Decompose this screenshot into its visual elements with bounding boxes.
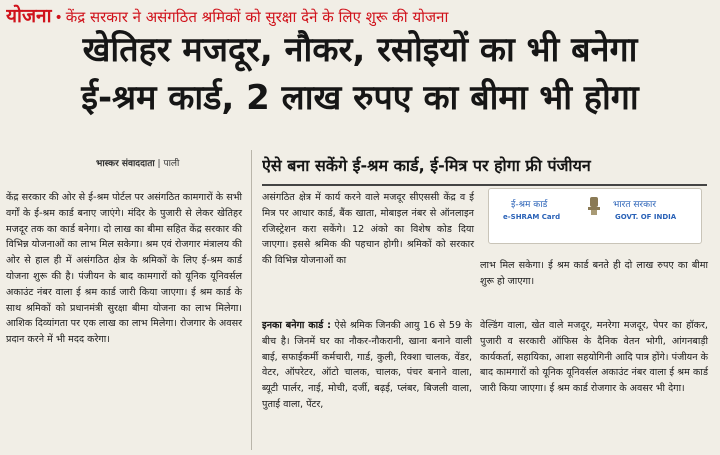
card-right-title: भारत सरकार	[613, 200, 657, 210]
box-heading: ऐसे बना सकेंगे ई-श्रम कार्ड, ई-मित्र पर होगा फ्री पंजीयन	[262, 150, 707, 186]
headline-line-1: खेतिहर मजदूर, नौकर, रसोइयों का भी बनेगा	[82, 30, 638, 70]
column-3	[480, 318, 708, 397]
subheading: केंद्र सरकार ने असंगठित श्रमिकों को सुरक्षा देने के लिए शुरू की योजना	[65, 8, 449, 26]
headline-line-2: ई-श्रम कार्ड, 2 लाख रुपए का बीमा भी होगा	[81, 78, 639, 118]
column-2-lead: इनका बनेगा कार्ड :	[262, 320, 331, 331]
box-text: असंगठित क्षेत्र में कार्य करने वाले मजदूर सीएससी केंद्र व ई मित्र पर आधार कार्ड, बैंक खाता, मोबाइल नंबर से ऑनलाइन रजिस्ट्रेशन करा सकेंगे। 12 अंको का विशेष कोड दिया जाएगा। इससे श्रमिक की पहचान होगी। श्रमिकों को सरकार की विभिन्न योजनाओं का	[262, 192, 474, 267]
column-divider	[251, 150, 252, 450]
e-shram-card-image	[488, 188, 702, 244]
card-right-sub: GOVT. OF INDIA	[615, 213, 677, 221]
byline-separator: |	[157, 159, 161, 169]
column-2	[262, 318, 472, 413]
column-1-text: केंद्र सरकार की ओर से ई-श्रम पोर्टल पर असंगठित कामगारों के सभी वर्गों के ई-श्रम कार्ड बनाए जाएंगे। मंदिर के पुजारी से लेकर खेतिहर मजदूर तक का कार्ड बनेगा। दो लाख का बीमा सहित केंद्र सरकार की विभिन्न योजनाओं का लाभ मिल सकेगा। श्रम एवं रोजगार मंत्रालय की ओर से हाल ही में असंगठित क्षेत्र के श्रमिकों के लिए ई-श्रम कार्ड योजना शुरू की है। पंजीयन के बाद कामगारों को यूनिक यूनिवर्सल अकाउंट नंबर वाला ई श्रम कार्ड जारी किया जाएगा। ई श्रम कार्ड के साथ श्रमिकों को प्रधानमंत्री सुरक्षा बीमा योजना का लाभ मिलेगा। आशिक दिव्यांगता पर एक लाख का लाभ मिलेगा। रोजगार के अवसर प्रदान करने में भी मदद करेगा।	[6, 192, 242, 346]
byline-source: भास्कर संवाददाता	[96, 159, 155, 169]
emblem-icon	[587, 195, 601, 217]
card-left-sub: e-SHRAM Card	[503, 213, 561, 221]
box-right-text: लाभ मिल सकेगा। ई श्रम कार्ड बनते ही दो लाख रुपए का बीमा शुरू हो जाएगा।	[480, 260, 708, 287]
kicker-label: योजना	[6, 5, 52, 27]
byline	[96, 156, 179, 169]
kicker-row	[6, 2, 714, 28]
column-3-text: वेल्डिंग वाला, खेत वाले मजदूर, मनरेगा मजदूर, पेपर का हॉकर, पुजारी व सरकारी ऑफिस के दैनिक वेतन भोगी, आंगनबाड़ी कार्यकर्ता, सहायिका, आशा सहयोगिनी आदि पात्र होंगे। पंजीयन के बाद कामगारों को यूनिक यूनिवर्सल अकाउंट नंबर वाला ई श्रम कार्ड जारी किया जाएगा। ई श्रम कार्ड रोजगार के अवसर भी देगा।	[480, 320, 708, 395]
column-2-paragraph	[262, 318, 472, 413]
column-2-text: ऐसे श्रमिक जिनकी आयु 16 से 59 के बीच है। जिनमें घर का नौकर-नौकरानी, खाना बनाने वाली बाई, सफाईकर्मी कर्मचारी, गार्ड, कुली, रिक्शा चालक, वेंडर, वेटर, ऑपरेटर, ऑटो चालक, चालक, पंचर बनाने वाला, ब्यूटी पार्लर, नाई, मोची, दर्जी, बढ़ई, प्लंबर, बिजली वाला, पुताई वाला, पेंटर,	[262, 320, 472, 410]
box-text-column	[262, 190, 474, 269]
byline-place: पाली	[163, 159, 180, 169]
column-1	[6, 190, 242, 348]
kicker-bullet: •	[54, 10, 63, 26]
card-left-title: ई-श्रम कार्ड	[511, 200, 548, 210]
box-right-column	[480, 258, 708, 290]
